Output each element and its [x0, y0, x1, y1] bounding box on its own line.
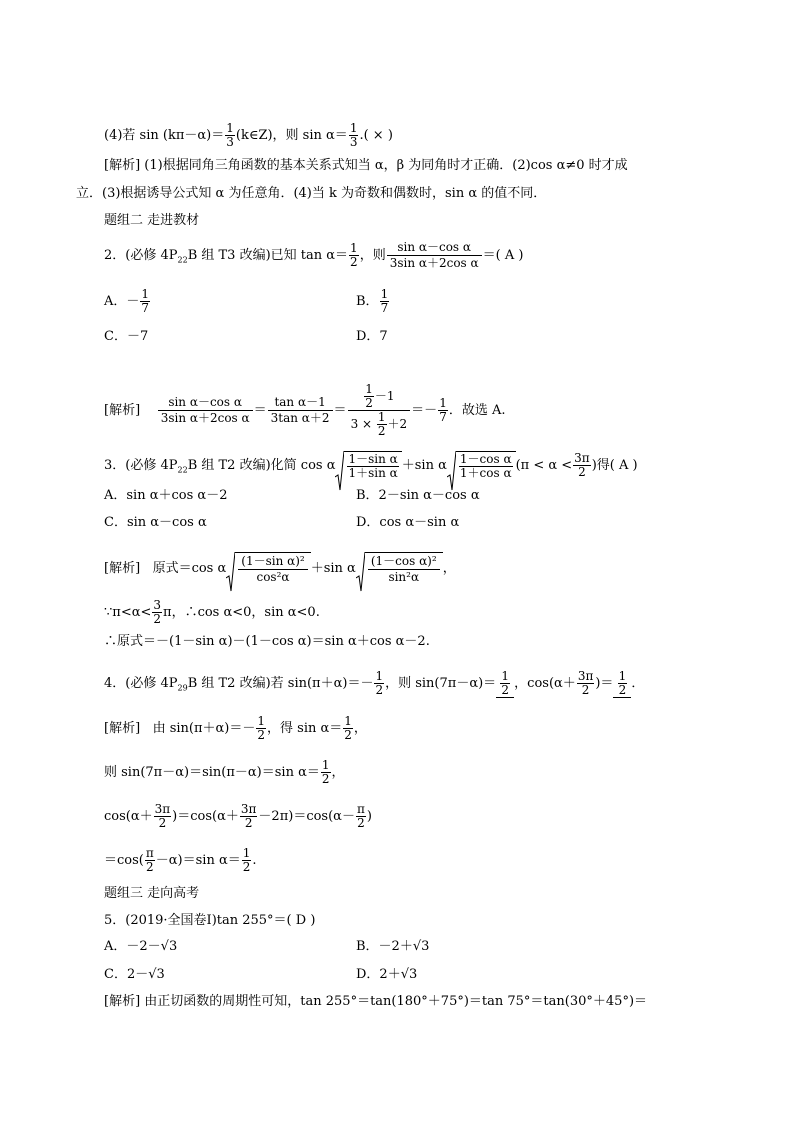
group3-title: 题组三 走向高考	[104, 886, 200, 901]
q3-option-c: C．sin α－cos α	[104, 515, 207, 530]
q3-option-b: B．2－sin α－cos α	[356, 488, 480, 503]
q3-option-a: A．sin α＋cos α－2	[104, 488, 228, 503]
q2-stem: 2．(必修 $4P_{22}B$ 组 T3 改编)已知 tan α＝ $\frac{1}{2}$ ，则 $\frac{\text{sin α－cos α}}{\text{3sin α＋2cos α}}$ ＝( A )	[104, 240, 524, 270]
q2-option-c: C．－7	[104, 329, 149, 344]
q3-option-d: D．cos α－sin α	[356, 515, 460, 530]
q4-solution-3: cos(α＋ $\frac{3\pi}{2}$ )＝cos(α＋ $\frac{3\pi}{2}$ －2π)＝cos(α－ $\frac{\pi}{2}$ )	[104, 802, 372, 830]
q3-since: ∵π<α< $\frac{3}{2}$ π，∴cos α<0，sin α<0.	[104, 598, 320, 626]
q5-option-d: D．2＋√3	[356, 967, 418, 982]
q4-statement: (4)若 sin (kπ－α)＝ $\frac{1}{3}$ (k∈Z)，则 sin α＝ $\frac{1}{3}$ .( × )	[104, 121, 393, 149]
q4-solution-4: ＝cos( $\frac{\pi}{2}$ －α)＝sin α＝ $\frac{1}{2}$ .	[104, 846, 257, 874]
q5-solution: [解析] 由正切函数的周期性可知，tan 255°＝tan(180°＋75°)＝tan 75°＝tan(30°＋45°)＝	[104, 994, 648, 1009]
solution-1-line2: 立．(3)根据诱导公式知 α 为任意角．(4)当 k 为奇数和偶数时，sin α 的值不同．	[76, 186, 547, 201]
solution-1-line1: [解析] (1)根据同角三角函数的基本关系式知当 α，β 为同角时才正确．(2)cos α≠0 时才成	[104, 158, 628, 173]
q2-option-b: B． $\frac{1}{7}$	[356, 287, 389, 315]
group2-title: 题组二 走进教材	[104, 213, 200, 228]
q3-solution: [解析] 原式＝cos α $\frac{\text{(1－sin α)²}}{\text{cos²α}}$ ＋sin α $\frac{\text{(1－cos α)²}}{\text{sin²α}}$ ，	[104, 552, 456, 585]
q2-solution: [解析] $\frac{\text{sin α－cos α}}{\text{3sin α＋2cos α}}$ ＝ $\frac{\text{tan α－1}}{\text{3tan α＋2}}$ ＝ $\frac{1}{2}$ －1 3 × $\frac{1}{2}$ ＋2 ＝－ $\frac{1}{7}$ ．故选 A.	[104, 382, 506, 438]
q3-result: ∴原式＝－(1－sin α)－(1－cos α)＝sin α＋cos α－2.	[104, 634, 430, 649]
q4-stem: 4．(必修 $4P_{29}B$ 组 T2 改编)若 sin(π＋α)＝－ $\frac{1}{2}$ ，则 sin(7π－α)＝ $\frac{1}{2}$ ，cos(α＋ $\frac{3\pi}{2}$ )＝ $\frac{1}{2}$ ．	[104, 669, 645, 697]
q2-option-d: D．7	[356, 329, 388, 344]
q2-option-a: A．－ $\frac{1}{7}$	[104, 287, 150, 315]
q5-option-b: B．－2＋√3	[356, 939, 430, 954]
q5-option-a: A．－2－√3	[104, 939, 178, 954]
q5-stem: 5．(2019·全国卷Ⅰ)tan 255°＝( D )	[104, 913, 316, 928]
q4-solution-1: [解析] 由 sin(π＋α)＝－ $\frac{1}{2}$ ，得 sin α＝ $\frac{1}{2}$ ，	[104, 714, 367, 742]
q5-option-c: C．2－√3	[104, 967, 165, 982]
q3-stem: 3．(必修 $4P_{22}B$ 组 T2 改编)化简 cos α $\frac{\text{1－sin α}}{\text{1＋sin α}}$ ＋sin α $\frac{\text{1－cos α}}{\text{1＋cos α}}$ (π < α < $\frac{3\pi}{2}$ )得( A )	[104, 451, 638, 480]
q4-solution-2: 则 sin(7π－α)＝sin(π－α)＝sin α＝ $\frac{1}{2}$ ，	[104, 758, 345, 786]
